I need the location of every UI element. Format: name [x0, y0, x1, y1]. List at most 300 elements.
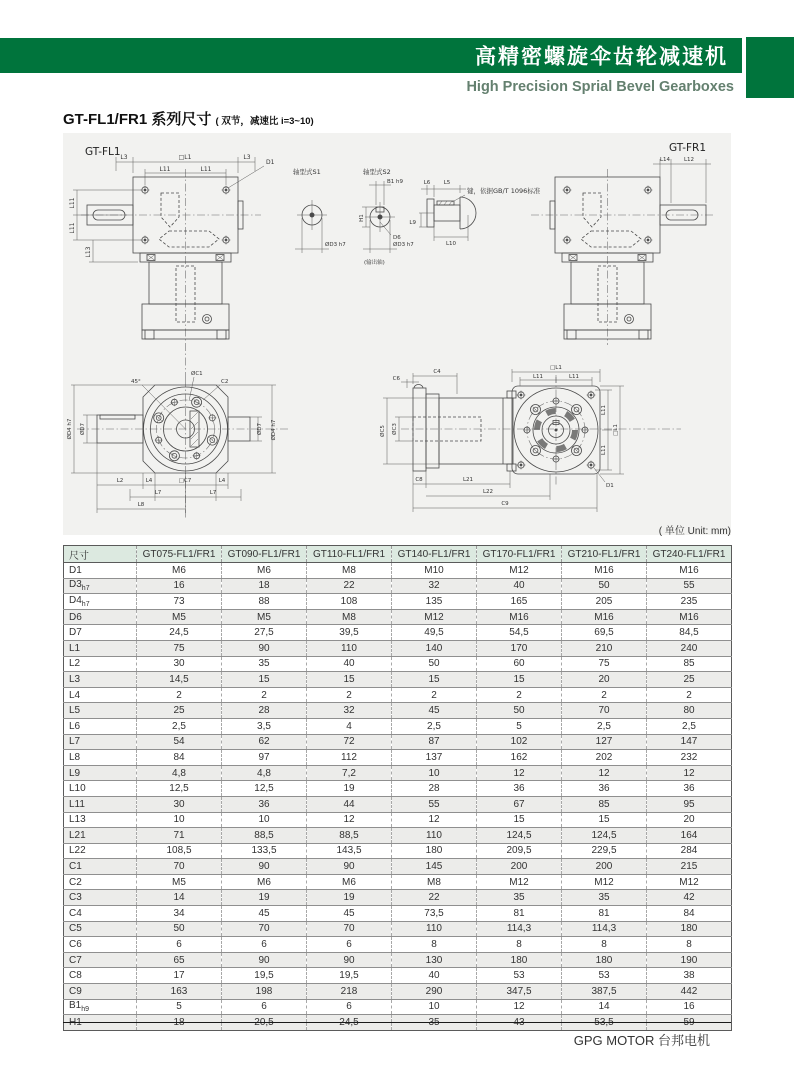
dim-value-cell: 71: [137, 828, 222, 844]
dim-label: L11: [69, 197, 76, 209]
dim-value-cell: 28: [392, 781, 477, 797]
dim-label-cell: C3: [64, 890, 137, 906]
dim-value-cell: 40: [477, 578, 562, 594]
key-note: 键，依据GB/T 1096标准: [467, 187, 541, 195]
dim-label: L4: [145, 478, 153, 484]
right-view-label: GT-FR1: [669, 142, 707, 154]
dim-value-cell: 15: [222, 672, 307, 688]
dim-value-cell: 90: [222, 952, 307, 968]
dim-value-cell: 162: [477, 750, 562, 766]
table-row: [64, 563, 732, 579]
dim-value-cell: 235: [647, 594, 732, 610]
footer-divider: [63, 1022, 731, 1023]
dim-label-cell: L11: [64, 796, 137, 812]
dim-value-cell: 8: [392, 937, 477, 953]
dim-value-cell: 16: [647, 999, 732, 1015]
dim-value-cell: 22: [307, 578, 392, 594]
dim-value-cell: 85: [647, 656, 732, 672]
dim-value-cell: 130: [392, 952, 477, 968]
dim-value-cell: 55: [647, 578, 732, 594]
dim-value-cell: 170: [477, 640, 562, 656]
dim-value-cell: 5: [477, 718, 562, 734]
dim-value-cell: 19: [307, 781, 392, 797]
footer-brand: GPG MOTOR 台邦电机: [573, 1033, 710, 1048]
dim-value-cell: 53,5: [562, 1015, 647, 1031]
dim-label: ØD3 h7: [393, 242, 414, 248]
dim-label: ØC3: [392, 423, 398, 435]
dim-value-cell: 140: [392, 640, 477, 656]
table-row: [64, 734, 732, 750]
dim-label: C4: [433, 369, 441, 375]
dim-value-cell: 60: [477, 656, 562, 672]
dim-value-cell: M10: [392, 563, 477, 579]
dim-value-cell: 143,5: [307, 843, 392, 859]
dim-value-cell: 14: [562, 999, 647, 1015]
dim-label-cell: L4: [64, 687, 137, 703]
dim-value-cell: 12: [647, 765, 732, 781]
output-shaft-note: (输出轴): [364, 260, 385, 266]
dim-label: L7: [154, 490, 162, 496]
dim-value-cell: 36: [477, 781, 562, 797]
dim-value-cell: 127: [562, 734, 647, 750]
dim-value-cell: 12: [477, 765, 562, 781]
dim-label: L14: [659, 157, 671, 163]
dim-value-cell: 6: [222, 999, 307, 1015]
dim-value-cell: 4,8: [137, 765, 222, 781]
dim-value-cell: 205: [562, 594, 647, 610]
table-row: [64, 594, 732, 610]
dim-value-cell: 84,5: [647, 625, 732, 641]
dim-value-cell: 39,5: [307, 625, 392, 641]
dim-value-cell: 50: [562, 578, 647, 594]
dim-label-cell: D6: [64, 609, 137, 625]
dim-label: D6: [393, 235, 401, 241]
dim-value-cell: M16: [647, 563, 732, 579]
dim-value-cell: M5: [222, 609, 307, 625]
series-note: ( 双节，减速比 i=3~10): [215, 116, 314, 127]
dim-value-cell: 35: [392, 1015, 477, 1031]
dim-value-cell: 24,5: [307, 1015, 392, 1031]
dim-value-cell: 4,8: [222, 765, 307, 781]
dim-value-cell: 70: [222, 921, 307, 937]
dim-label: H1: [359, 214, 365, 222]
dim-label: L10: [445, 241, 457, 247]
dim-label-cell: $D3_{h7}$: [64, 578, 137, 594]
dim-value-cell: 232: [647, 750, 732, 766]
dim-label: D1: [606, 483, 614, 489]
dim-label-cell: C1: [64, 859, 137, 875]
left-view-label: GT-FL1: [85, 146, 121, 158]
dim-label: L3: [120, 154, 128, 161]
dim-value-cell: 112: [307, 750, 392, 766]
dim-value-cell: 2,5: [562, 718, 647, 734]
column-header: GT090-FL1/FR1: [222, 546, 307, 563]
dim-value-cell: 2,5: [137, 718, 222, 734]
dim-value-cell: 12: [307, 812, 392, 828]
dim-value-cell: M8: [392, 874, 477, 890]
dim-value-cell: 190: [647, 952, 732, 968]
dim-value-cell: 14,5: [137, 672, 222, 688]
dim-value-cell: 53: [477, 968, 562, 984]
dim-label: ØD7: [257, 422, 263, 436]
dim-value-cell: 85: [562, 796, 647, 812]
dim-value-cell: 215: [647, 859, 732, 875]
dim-value-cell: 45: [307, 906, 392, 922]
dim-value-cell: 18: [137, 1015, 222, 1031]
dim-value-cell: M16: [477, 609, 562, 625]
dim-value-cell: 44: [307, 796, 392, 812]
dim-value-cell: 5: [137, 999, 222, 1015]
dim-value-cell: 114,3: [562, 921, 647, 937]
column-header: GT110-FL1/FR1: [307, 546, 392, 563]
dim-label: L11: [69, 222, 76, 234]
dim-label: L13: [85, 246, 92, 258]
flange-face-view-left: [66, 370, 288, 519]
dim-value-cell: 10: [222, 812, 307, 828]
dim-label: L3: [243, 154, 251, 161]
dim-value-cell: 35: [562, 890, 647, 906]
dim-label: L8: [137, 502, 145, 508]
dim-label-cell: C5: [64, 921, 137, 937]
dim-label-cell: L2: [64, 656, 137, 672]
dim-label-cell: L9: [64, 765, 137, 781]
gt-fl1-view: [69, 154, 275, 379]
table-row: [64, 672, 732, 688]
dim-value-cell: 40: [392, 968, 477, 984]
dim-value-cell: 38: [647, 968, 732, 984]
dim-value-cell: 72: [307, 734, 392, 750]
dim-table-body: [64, 563, 732, 1031]
dim-value-cell: 75: [562, 656, 647, 672]
dim-value-cell: 6: [307, 937, 392, 953]
dim-label: L11: [568, 374, 580, 380]
dim-value-cell: 36: [222, 796, 307, 812]
dim-value-cell: 2: [307, 687, 392, 703]
dim-value-cell: 15: [562, 812, 647, 828]
dim-value-cell: 114,3: [477, 921, 562, 937]
dim-value-cell: M12: [392, 609, 477, 625]
header-banner: [0, 38, 742, 73]
dim-value-cell: 209,5: [477, 843, 562, 859]
dim-value-cell: 12,5: [222, 781, 307, 797]
dim-value-cell: 15: [477, 812, 562, 828]
header-corner-block: [746, 37, 794, 98]
column-header: 尺寸: [64, 546, 137, 563]
table-row: [64, 718, 732, 734]
shaft-s1-label: 轴型式S1: [293, 168, 321, 176]
table-row: [64, 843, 732, 859]
dim-value-cell: 6: [137, 937, 222, 953]
table-row: [64, 796, 732, 812]
table-row: [64, 828, 732, 844]
dim-value-cell: M8: [307, 609, 392, 625]
dim-value-cell: 20: [647, 812, 732, 828]
dim-value-cell: 290: [392, 984, 477, 1000]
dim-label: L6: [423, 180, 431, 186]
dim-label-cell: L3: [64, 672, 137, 688]
column-header: GT075-FL1/FR1: [137, 546, 222, 563]
dim-value-cell: 180: [562, 952, 647, 968]
dim-value-cell: 10: [392, 765, 477, 781]
table-row: [64, 968, 732, 984]
dim-value-cell: 2: [392, 687, 477, 703]
dim-label: L11: [601, 404, 607, 416]
dim-value-cell: 15: [392, 672, 477, 688]
dim-value-cell: 30: [137, 656, 222, 672]
dim-value-cell: 67: [477, 796, 562, 812]
dim-label: B1 h9: [387, 179, 404, 185]
dim-value-cell: M6: [222, 874, 307, 890]
dim-value-cell: 10: [392, 999, 477, 1015]
table-row: [64, 937, 732, 953]
table-row: [64, 687, 732, 703]
dim-value-cell: 70: [307, 921, 392, 937]
dim-label-cell: C8: [64, 968, 137, 984]
dim-value-cell: 84: [647, 906, 732, 922]
dim-value-cell: 12: [392, 812, 477, 828]
dim-value-cell: 133,5: [222, 843, 307, 859]
dim-value-cell: 80: [647, 703, 732, 719]
dim-label-cell: $D4_{h7}$: [64, 594, 137, 610]
dim-label: ØC5: [380, 425, 386, 437]
dim-label-cell: C9: [64, 984, 137, 1000]
dim-value-cell: M5: [137, 609, 222, 625]
dim-value-cell: 200: [477, 859, 562, 875]
dim-value-cell: 34: [137, 906, 222, 922]
dim-value-cell: 32: [307, 703, 392, 719]
table-row: [64, 984, 732, 1000]
dim-value-cell: 50: [137, 921, 222, 937]
dim-value-cell: 17: [137, 968, 222, 984]
dim-value-cell: M12: [562, 874, 647, 890]
dim-value-cell: 75: [137, 640, 222, 656]
shaft-s2-label: 轴型式S2: [363, 168, 391, 176]
dim-value-cell: 90: [222, 640, 307, 656]
page-title: 高精密螺旋伞齿轮减速机: [475, 44, 728, 68]
drawing-panel: [63, 133, 731, 535]
dim-label-cell: C6: [64, 937, 137, 953]
dim-value-cell: 198: [222, 984, 307, 1000]
dim-label: L4: [218, 478, 226, 484]
dim-value-cell: 135: [392, 594, 477, 610]
dim-value-cell: 20: [562, 672, 647, 688]
dim-value-cell: 124,5: [562, 828, 647, 844]
technical-drawing: [63, 133, 731, 535]
dim-value-cell: 15: [477, 672, 562, 688]
dim-value-cell: 54: [137, 734, 222, 750]
dim-label: □L1: [178, 154, 192, 161]
dim-value-cell: 55: [392, 796, 477, 812]
dim-value-cell: 95: [647, 796, 732, 812]
dim-label: 45°: [131, 379, 141, 385]
column-header: GT140-FL1/FR1: [392, 546, 477, 563]
dim-label-cell: L6: [64, 718, 137, 734]
table-header-row: [64, 546, 732, 563]
dim-label: C6: [392, 376, 400, 382]
dim-value-cell: 88: [222, 594, 307, 610]
dim-value-cell: 2,5: [392, 718, 477, 734]
dim-value-cell: 442: [647, 984, 732, 1000]
dim-value-cell: 50: [477, 703, 562, 719]
column-header: GT210-FL1/FR1: [562, 546, 647, 563]
dim-value-cell: M16: [647, 609, 732, 625]
table-row: [64, 781, 732, 797]
dim-value-cell: 22: [392, 890, 477, 906]
dim-value-cell: 19: [222, 890, 307, 906]
table-row: [64, 999, 732, 1015]
dim-label: L11: [159, 166, 171, 173]
dim-value-cell: 19: [307, 890, 392, 906]
table-row: [64, 890, 732, 906]
dim-label-cell: L21: [64, 828, 137, 844]
dim-value-cell: 36: [562, 781, 647, 797]
dim-value-cell: 49,5: [392, 625, 477, 641]
table-row: [64, 921, 732, 937]
dim-value-cell: 110: [392, 828, 477, 844]
table-row: [64, 656, 732, 672]
dim-value-cell: 73,5: [392, 906, 477, 922]
table-row: [64, 750, 732, 766]
dim-value-cell: M6: [137, 563, 222, 579]
dim-label-cell: H1: [64, 1015, 137, 1031]
key-side-view: [409, 180, 540, 247]
dim-value-cell: 8: [477, 937, 562, 953]
table-row: [64, 609, 732, 625]
dim-label-cell: C7: [64, 952, 137, 968]
shaft-s2-detail: [359, 167, 414, 266]
dim-value-cell: 88,5: [307, 828, 392, 844]
dim-label-cell: L10: [64, 781, 137, 797]
gt-fr1-view: [531, 157, 715, 345]
dim-label: L11: [200, 166, 212, 173]
dim-value-cell: 20,5: [222, 1015, 307, 1031]
dim-label: C2: [221, 379, 229, 385]
dim-label-cell: L22: [64, 843, 137, 859]
dim-label: C8: [415, 477, 423, 483]
dim-value-cell: 12: [477, 999, 562, 1015]
dim-value-cell: 30: [137, 796, 222, 812]
dim-value-cell: 147: [647, 734, 732, 750]
dim-value-cell: 50: [392, 656, 477, 672]
dim-value-cell: 42: [647, 890, 732, 906]
dim-value-cell: 65: [137, 952, 222, 968]
dim-value-cell: 8: [647, 937, 732, 953]
dim-label-cell: C2: [64, 874, 137, 890]
dim-value-cell: 25: [647, 672, 732, 688]
dim-label: L9: [409, 220, 416, 226]
table-row: [64, 859, 732, 875]
dim-value-cell: 81: [562, 906, 647, 922]
table-row: [64, 812, 732, 828]
dim-value-cell: 88,5: [222, 828, 307, 844]
dim-value-cell: 70: [562, 703, 647, 719]
dim-label: □L1: [613, 424, 619, 436]
table-row: [64, 625, 732, 641]
dim-value-cell: 102: [477, 734, 562, 750]
dim-value-cell: 145: [392, 859, 477, 875]
dim-value-cell: 108: [307, 594, 392, 610]
dim-value-cell: 3,5: [222, 718, 307, 734]
dim-label: L22: [482, 489, 494, 495]
dim-value-cell: 28: [222, 703, 307, 719]
dim-value-cell: 84: [137, 750, 222, 766]
dim-value-cell: 240: [647, 640, 732, 656]
dim-value-cell: 2: [562, 687, 647, 703]
dim-value-cell: 6: [307, 999, 392, 1015]
dim-label-cell: D7: [64, 625, 137, 641]
dim-value-cell: 18: [222, 578, 307, 594]
dim-value-cell: 164: [647, 828, 732, 844]
dim-value-cell: M12: [477, 563, 562, 579]
section-title: [63, 108, 314, 129]
dim-value-cell: 210: [562, 640, 647, 656]
dim-value-cell: M12: [477, 874, 562, 890]
dim-label-cell: L5: [64, 703, 137, 719]
dim-value-cell: M8: [307, 563, 392, 579]
dim-value-cell: 97: [222, 750, 307, 766]
dim-value-cell: 62: [222, 734, 307, 750]
dim-value-cell: 202: [562, 750, 647, 766]
dim-label: ØC1: [191, 371, 203, 377]
dim-label: D1: [266, 159, 275, 166]
dim-label-cell: $B1_{h9}$: [64, 999, 137, 1015]
dim-value-cell: 180: [647, 921, 732, 937]
dim-value-cell: 70: [137, 859, 222, 875]
dim-value-cell: 8: [562, 937, 647, 953]
dim-label-cell: L8: [64, 750, 137, 766]
dim-value-cell: 165: [477, 594, 562, 610]
dim-value-cell: 2: [222, 687, 307, 703]
dim-value-cell: 40: [307, 656, 392, 672]
dim-value-cell: 284: [647, 843, 732, 859]
table-row: [64, 578, 732, 594]
shaft-s1-detail: [293, 167, 346, 253]
dim-value-cell: 53: [562, 968, 647, 984]
dim-value-cell: 36: [647, 781, 732, 797]
dim-label: ØD4 h7: [67, 418, 73, 440]
dim-value-cell: 90: [307, 952, 392, 968]
table-row: [64, 640, 732, 656]
dim-value-cell: 180: [477, 952, 562, 968]
dim-value-cell: 218: [307, 984, 392, 1000]
dim-value-cell: 35: [477, 890, 562, 906]
dim-value-cell: M16: [562, 563, 647, 579]
dim-value-cell: 24,5: [137, 625, 222, 641]
dim-value-cell: M6: [222, 563, 307, 579]
dim-value-cell: 54,5: [477, 625, 562, 641]
dim-value-cell: M5: [137, 874, 222, 890]
dim-value-cell: 25: [137, 703, 222, 719]
dim-label: L7: [209, 490, 217, 496]
dim-value-cell: M6: [307, 874, 392, 890]
dim-label: ØD3 h7: [325, 242, 346, 248]
dim-value-cell: 2: [477, 687, 562, 703]
dim-label: L2: [116, 478, 124, 484]
dim-value-cell: 73: [137, 594, 222, 610]
dim-value-cell: 7,2: [307, 765, 392, 781]
side-view-right: [379, 365, 681, 512]
dim-value-cell: 4: [307, 718, 392, 734]
dim-label: L12: [683, 157, 695, 163]
dim-value-cell: 180: [392, 843, 477, 859]
dim-value-cell: 2: [647, 687, 732, 703]
dim-label-cell: L13: [64, 812, 137, 828]
dim-value-cell: 16: [137, 578, 222, 594]
dim-value-cell: 45: [222, 906, 307, 922]
dim-value-cell: M12: [647, 874, 732, 890]
dim-value-cell: 19,5: [222, 968, 307, 984]
dim-value-cell: 6: [222, 937, 307, 953]
